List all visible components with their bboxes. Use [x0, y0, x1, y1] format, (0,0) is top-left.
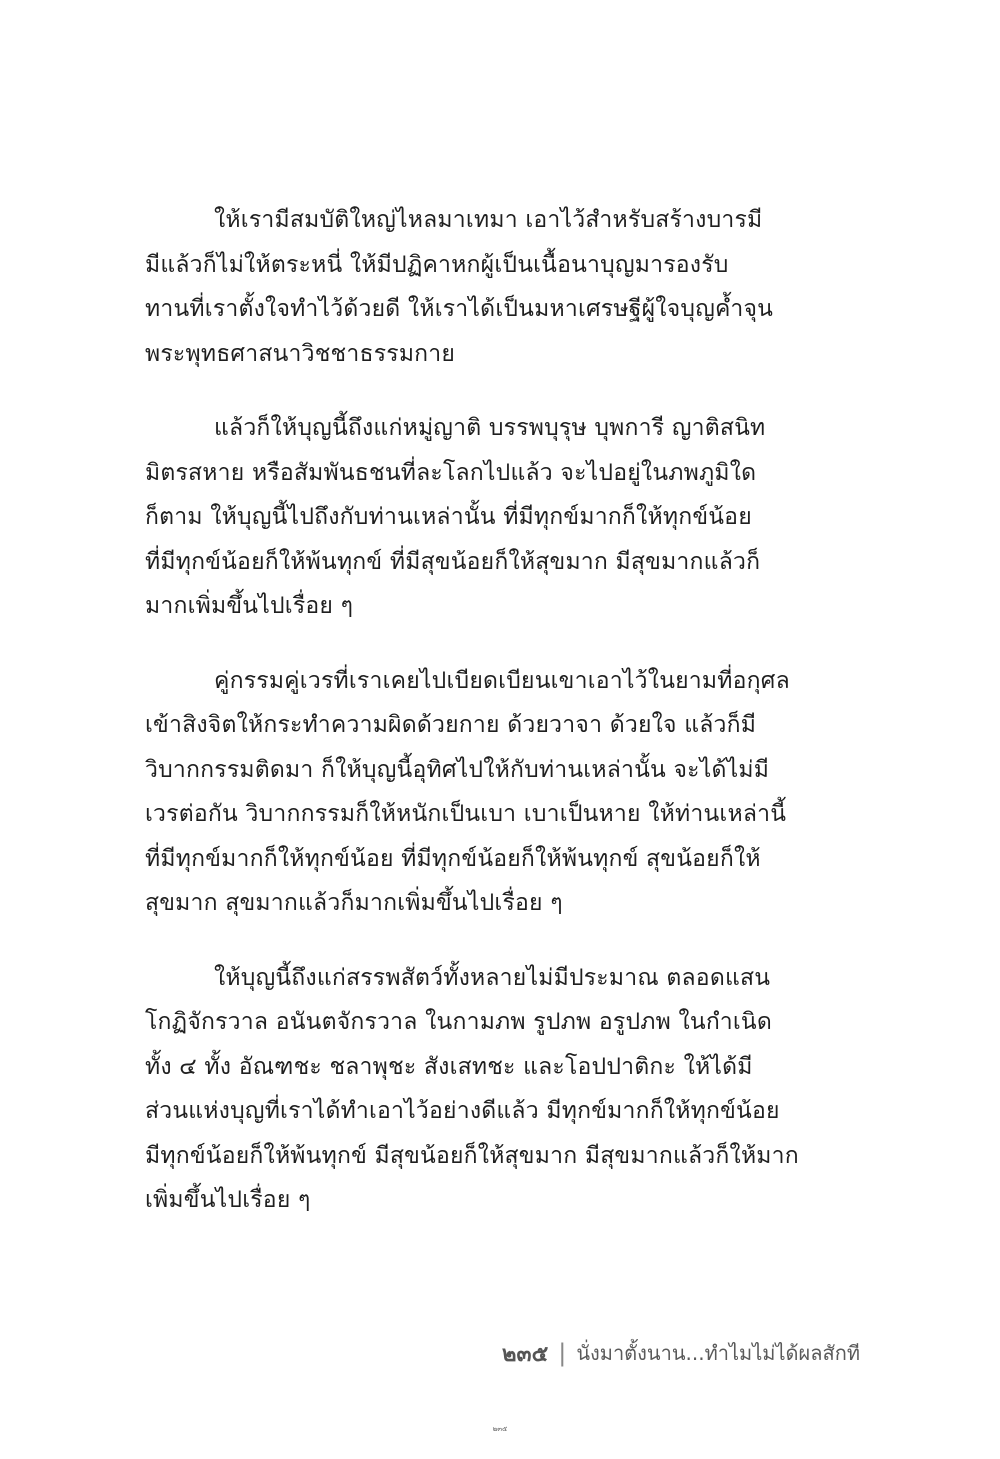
- text-line: ส่วนแห่งบุญที่เราได้ทำเอาไว้อย่างดีแล้ว มีทุกข์มากก็ให้ทุกข์น้อย: [145, 1098, 780, 1124]
- text-line: แล้วก็ให้บุญนี้ถึงแก่หมู่ญาติ บรรพบุรุษ บุพการี ญาติสนิท: [214, 415, 766, 441]
- paragraph-3: [145, 659, 860, 926]
- text-line: เพิ่มขึ้นไปเรื่อย ๆ: [145, 1187, 311, 1213]
- paragraph-1: [145, 198, 860, 376]
- text-line: พระพุทธศาสนาวิชชาธรรมกาย: [145, 340, 456, 367]
- text-line: ให้เรามีสมบัติใหญ่ไหลมาเทมา เอาไว้สำหรับสร้างบารมี: [214, 207, 763, 233]
- text-line: โกฏิจักรวาล อนันตจักรวาล ในกามภพ รูปภพ อรูปภพ ในกำเนิด: [145, 1009, 772, 1035]
- footer-divider: |: [558, 1339, 567, 1367]
- page-footer: [502, 1335, 860, 1371]
- text-line: สุขมาก สุขมากแล้วก็มากเพิ่มขึ้นไปเรื่อย ๆ: [145, 890, 563, 916]
- text-line: มากเพิ่มขึ้นไปเรื่อย ๆ: [145, 593, 354, 619]
- text-line: มีทุกข์น้อยก็ให้พ้นทุกข์ มีสุขน้อยก็ให้สุขมาก มีสุขมากแล้วก็ให้มาก: [145, 1142, 799, 1169]
- text-line: เข้าสิงจิตให้กระทำความผิดด้วยกาย ด้วยวาจา ด้วยใจ แล้วก็มี: [145, 712, 757, 738]
- text-line: ทานที่เราตั้งใจทำไว้ด้วยดี ให้เราได้เป็นมหาเศรษฐีผู้ใจบุญค้ำจุน: [145, 296, 774, 322]
- text-line: ทั้ง ๔ ทั้ง อัณฑชะ ชลาพุชะ สังเสทชะ และโอปปาติกะ ให้ได้มี: [145, 1053, 753, 1080]
- text-line: ที่มีทุกข์น้อยก็ให้พ้นทุกข์ ที่มีสุขน้อยก็ให้สุขมาก มีสุขมากแล้วก็: [145, 548, 761, 575]
- body-text: [145, 198, 860, 1253]
- text-line: วิบากกรรมติดมา ก็ให้บุญนี้อุทิศไปให้กับท่านเหล่านั้น จะได้ไม่มี: [145, 756, 770, 783]
- bottom-page-mark: ๒๓๕: [492, 1425, 508, 1433]
- text-line: คู่กรรมคู่เวรที่เราเคยไปเบียดเบียนเขาเอาไว้ในยามที่อกุศล: [214, 667, 790, 694]
- text-line: ก็ตาม ให้บุญนี้ไปถึงกับท่านเหล่านั้น ที่มีทุกข์มากก็ให้ทุกข์น้อย: [145, 504, 752, 530]
- paragraph-4: [145, 956, 860, 1223]
- text-line: ให้บุญนี้ถึงแก่สรรพสัตว์ทั้งหลายไม่มีประมาณ ตลอดแสน: [214, 964, 771, 991]
- page-number: ๒๓๕: [502, 1341, 549, 1367]
- text-line: มิตรสหาย หรือสัมพันธชนที่ละโลกไปแล้ว จะไปอยู่ในภพภูมิใด: [145, 459, 757, 486]
- text-line: ที่มีทุกข์มากก็ให้ทุกข์น้อย ที่มีทุกข์น้อยก็ให้พ้นทุกข์ สุขน้อยก็ให้: [145, 845, 761, 872]
- book-title: นั่งมาตั้งนาน...ทำไมไม่ได้ผลสักที: [576, 1341, 860, 1365]
- text-line: เวรต่อกัน วิบากกรรมก็ให้หนักเป็นเบา เบาเป็นหาย ให้ท่านเหล่านี้: [145, 801, 787, 827]
- text-line: มีแล้วก็ไม่ให้ตระหนี่ ให้มีปฏิคาหกผู้เป็นเนื้อนาบุญมารองรับ: [145, 251, 729, 278]
- paragraph-2: [145, 406, 860, 629]
